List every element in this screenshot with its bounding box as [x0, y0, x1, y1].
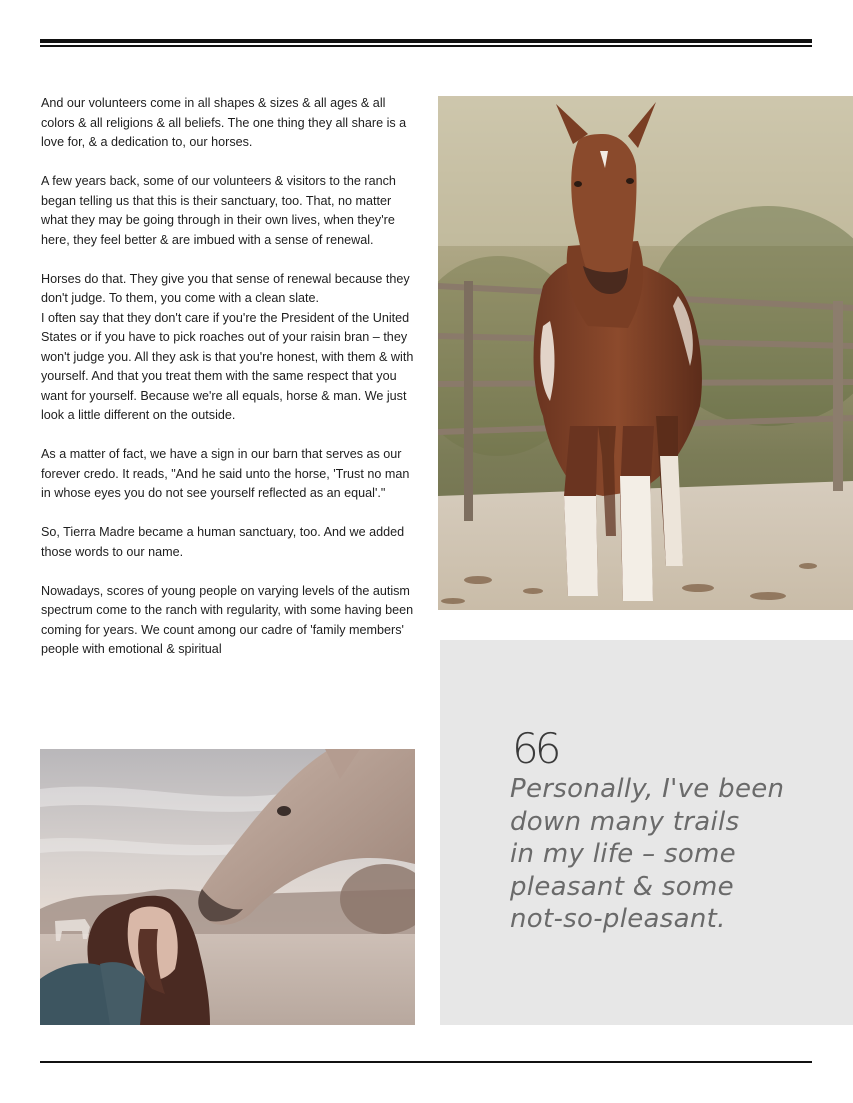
top-rule-thin [40, 45, 812, 47]
top-rule-thick [40, 39, 812, 43]
article-body [41, 94, 419, 679]
woman-horse-photo [40, 749, 415, 1025]
bottom-rule [40, 1061, 812, 1063]
paragraph-credo: As a matter of fact, we have a sign in our barn that serves as our forever credo. It reads, "And he said unto the horse, 'Trust no man in whose eyes you do not see yourself reflected as an equal'." [41, 447, 410, 500]
pull-quote-text: Personally, I've been down many trails in my life – some pleasant & some not-so-pleasant. [510, 774, 785, 934]
quote-mark-icon: 66 [512, 724, 558, 773]
horse-photo [438, 96, 853, 610]
horse-photo-illustration [438, 96, 853, 610]
paragraph-volunteers: And our volunteers come in all shapes & sizes & all ages & all colors & all religions & all beliefs. The one thing they all share is a love for, & a dedication to, our horses. [41, 96, 407, 149]
paragraph-autism: Nowadays, scores of young people on varying levels of the autism spectrum come to the ranch with regularity, with some having been coming for years. We count among our cadre of 'family members' people with emotional & spiritual [41, 583, 414, 656]
paragraph-renewal: Horses do that. They give you that sense of renewal because they don't judge. To them, you come with a clean slate. I often say that they don't care if you're the President of the United States or if you have to pick roaches out of your raisin bran – they won't judge you. All they ask is that you're honest, with them & with yourself. And that you treat them with the same respect that you want for yourself. Because we're all equals, horse & man. We just look a little different on the outside. [41, 271, 414, 422]
woman-horse-photo-illustration [40, 749, 415, 1025]
paragraph-sanctuary: A few years back, some of our volunteers & visitors to the ranch began telling us that this is their sanctuary, too. That, no matter what they may be going through in their own lives, when they're here, they feel better & are imbued with a sense of renewal. [41, 174, 396, 247]
paragraph-human-sanctuary: So, Tierra Madre became a human sanctuary, too. And we added those words to our name. [41, 525, 405, 559]
pull-quote-box [440, 640, 853, 1025]
